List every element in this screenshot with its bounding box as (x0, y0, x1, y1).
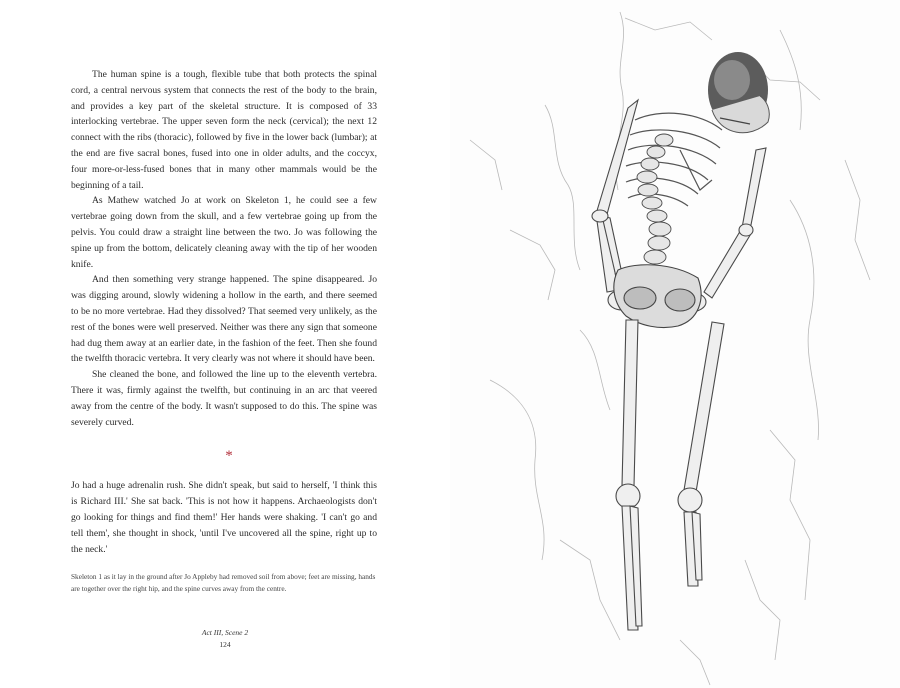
pelvis (614, 265, 701, 328)
paragraph-after-break: Jo had a huge adrenalin rush. She didn't speak, but said to herself, 'I think this is Richard III.' She sat back. 'This is not how it happens. Archaeologists don't go looking for things and find them!' Her hands were shaking. 'I can't go and tell them', she thought in shock, 'until I've uncovered all the spine, right up to the neck.' (71, 480, 377, 555)
page-number: 124 (219, 640, 231, 649)
figure-caption: Skeleton 1 as it lay in the ground after Jo Appleby had removed soil from above; feet are missing, hands are together over the right hip, and the spine curves away from the centre. (71, 572, 376, 594)
body-text (71, 67, 377, 557)
paragraph-4: She cleaned the bone, and followed the line up to the eleventh vertebra. There it was, firmly against the twelfth, but continuing in an arc that veered away from the centre of the body. It wasn't supposed to do this. The spine was severely curved. (71, 369, 377, 428)
paragraph-1: The human spine is a tough, flexible tube that both protects the spinal cord, a central nervous system that connects the rest of the body to the brain, and provides a key part of the skeletal structure. It is composed of 33 interlocking vertebrae. The upper seven form the neck (cervical); the next 12 connect with the ribs (thoracic), followed by five in the lower back (lumbar); at the end are five sacral bones, fused into one in older adults, and the coccyx, four more-or-less-fused bones that in many other mammals would be the beginning of a tail. (71, 69, 377, 191)
right-page (450, 0, 900, 688)
paragraph-3: And then something very strange happened. The spine disappeared. Jo was digging around, slowly widening a hollow in the earth, and there seemed to be no more vertebrae. Had they dissolved? That seemed very unlikely, as the rest of the bones were well preserved. Neither was there any sign that someone had dug them away at an earlier date, in the fashion of the feet. Then she found the twelfth thoracic vertebra. It very clearly was not where it should have been. (71, 274, 377, 365)
running-title: Act III, Scene 2 (201, 628, 249, 637)
spine (637, 134, 673, 264)
legs (616, 320, 724, 630)
skeleton-illustration (450, 0, 900, 688)
section-break-asterisk: * (225, 448, 233, 465)
skull (708, 52, 769, 133)
paragraph-2: As Mathew watched Jo at work on Skeleton 1, he could see a few vertebrae going down from the skull, and a few vertebrae going up from the pelvis. You could draw a straight line between the two. Jo was following the spine up from the bottom, delicately cleaning away with the tip of her wooden knife. (71, 195, 377, 270)
